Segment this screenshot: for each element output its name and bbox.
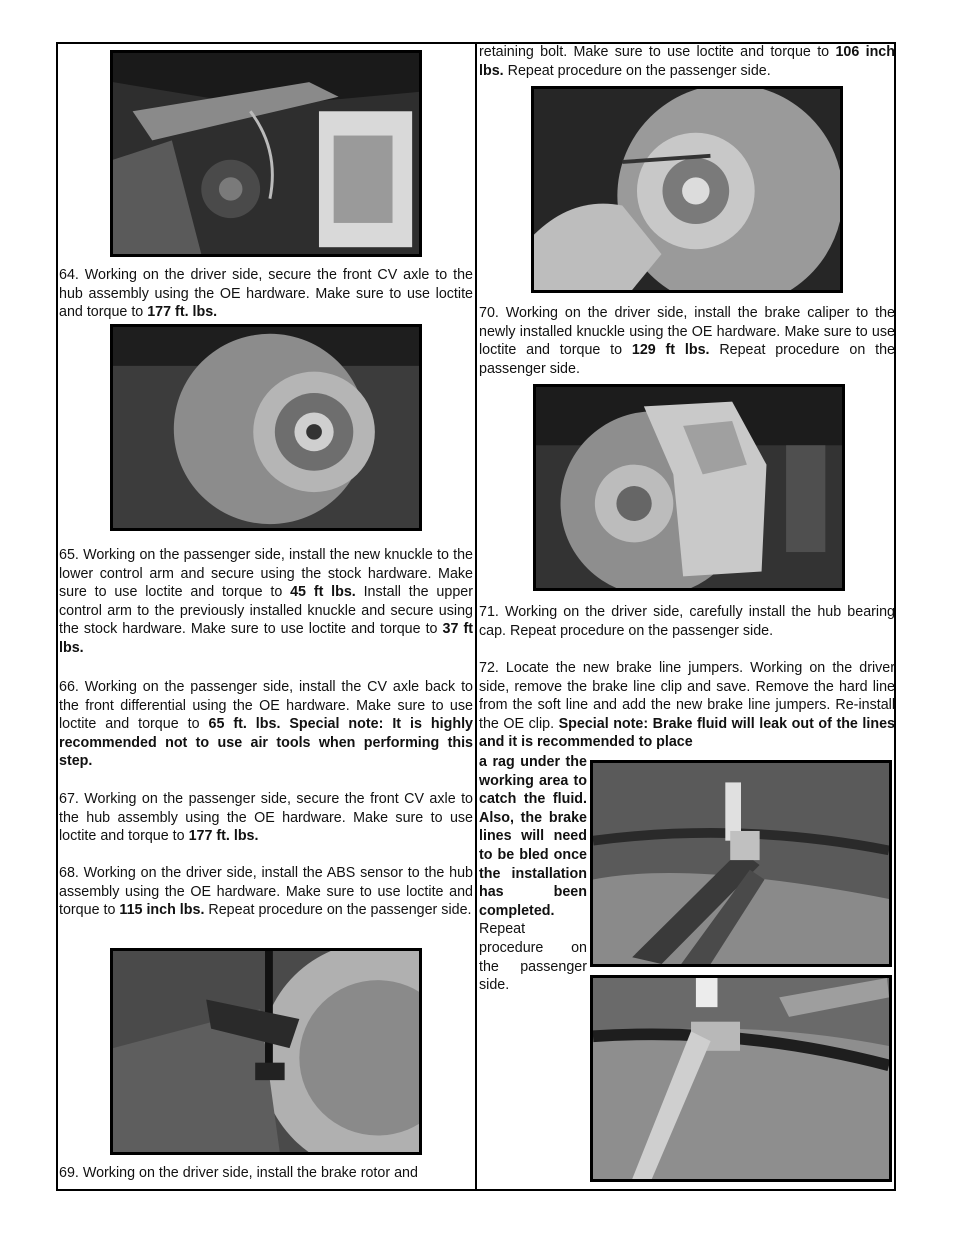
step-69: 69. Working on the driver side, install the brake rotor and <box>59 1165 418 1181</box>
photo-brake-line-pliers <box>590 760 892 967</box>
step-72: 72. Locate the new brake line jumpers. Working on the driver side, remove the brake line clip and save. Remove the hard line from the soft line and add the new brake line jumpers. Re-install the OE clip. Special note: Brake fluid will leak out of the lines and it is recommended to place <box>479 660 896 751</box>
photo-brake-caliper <box>533 384 845 591</box>
step-67: 67. Working on the passenger side, secure the front CV axle to the hub assembly using the OE hardware. Make sure to use loctite and torque to 177 ft. lbs. <box>59 791 473 845</box>
step-68: 68. Working on the driver side, install the ABS sensor to the hub assembly using the OE hardware. Make sure to use loctite and torque to 115 inch lbs. Repeat procedure on the passenger side. <box>59 865 473 919</box>
step-64: 64. Working on the driver side, secure the front CV axle to the hub assembly using the OE hardware. Make sure to use loctite and torque to 177 ft. lbs. <box>59 267 473 321</box>
photo-front-cv-axle-suspension <box>110 50 422 257</box>
photo-brake-rotor <box>531 86 843 293</box>
step-66: 66. Working on the passenger side, install the CV axle back to the front differential using the OE hardware. Make sure to use loctite and torque to 65 ft. lbs. Special note: It is highly recommended not to use air tools when performing this step. <box>59 679 473 770</box>
photo-brake-line-wrench <box>590 975 892 1182</box>
photo-abs-sensor <box>110 948 422 1155</box>
step-71: 71. Working on the driver side, carefully install the hub bearing cap. Repeat procedure on the passenger side. <box>479 604 895 639</box>
step-65: 65. Working on the passenger side, install the new knuckle to the lower control arm and secure using the stock hardware. Make sure to use loctite and torque to 45 ft lbs. Install the upper control arm to the previously installed knuckle and secure using the stock hardware. Make sure to use loctite and torque to 37 ft lbs. <box>59 547 473 656</box>
step-70: 70. Working on the driver side, install the brake caliper to the newly installed knuckle using the OE hardware. Make sure to use loctite and torque to 129 ft lbs. Repeat procedure on the passenger side. <box>479 305 895 377</box>
step-72-continued: a rag under the working area to catch the fluid. Also, the brake lines will need to be bled once the installation has been completed. Repeat procedure on the passenger side. <box>479 754 587 994</box>
photo-hub-assembly <box>110 324 422 531</box>
column-divider <box>475 42 477 1191</box>
step-69-continued: retaining bolt. Make sure to use loctite and torque to 106 inch lbs. Repeat procedure on the passenger side. <box>479 44 895 79</box>
